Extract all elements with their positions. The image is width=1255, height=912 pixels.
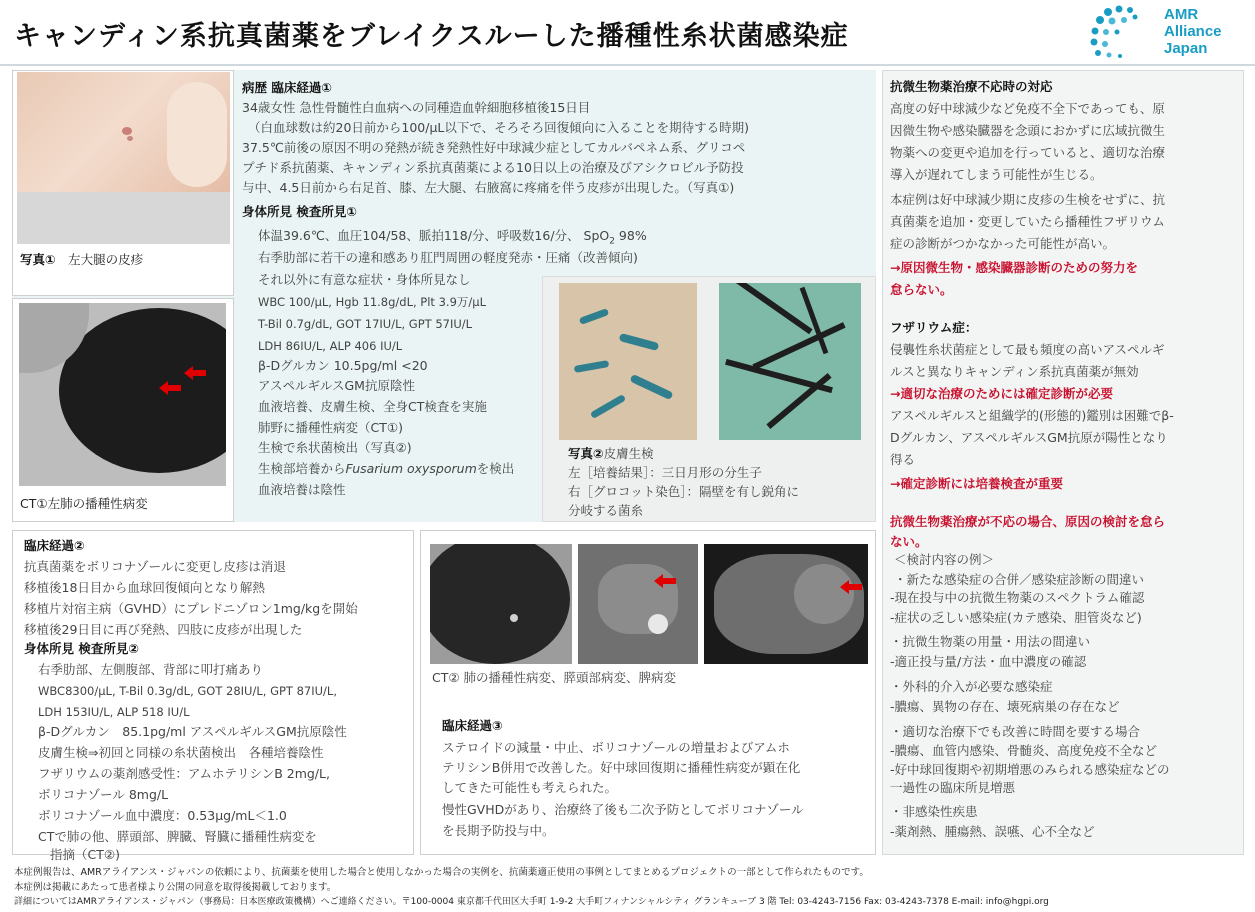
logo-dots-icon	[1088, 4, 1158, 62]
side-heading-2: フザリウム症：	[890, 320, 978, 335]
exam2-line: CTで肺の他、膵頭部、脾臓、腎臓に播種性病変を	[38, 829, 317, 844]
footer-contact: 詳細についてはAMRアライアンス・ジャパン（事務局：日本医療政策機構）へご連絡ください。〒100-0004 東京都千代田区大手町 1-9-2 大手町フィナンシャルシティ グランキューブ 3 階 Tel: 03-4243-7156 Fax: 03-4243-7378 E-mail: info@hgpi.org	[14, 897, 1049, 907]
side-red-2: →適切な治療のためには確定診断が必要	[890, 386, 1113, 401]
side-list-item: -膿瘍、異物の存在、壊死病巣の存在など	[890, 699, 1120, 714]
exam1-line: それ以外に有意な症状・身体所見なし	[258, 272, 471, 287]
photo2-line: 分岐する菌糸	[568, 503, 644, 518]
side-p3-line: 侵襲性糸状菌症として最も頻度の高いアスペルギ	[890, 342, 1165, 357]
footer-line: 本症例は掲載にあたって患者様より公開の同意を取得後掲載しております。	[14, 882, 337, 893]
history3-line: 慢性GVHDがあり、治療終了後も二次予防としてボリコナゾール	[442, 802, 804, 817]
photo2-title: 写真②皮膚生検	[568, 446, 654, 461]
amr-logo	[1088, 4, 1248, 62]
red-arrow-icon	[184, 366, 206, 380]
exam1-line: β-Dグルカン 10.5pg/ml <20	[258, 358, 428, 373]
history1-line: 37.5℃前後の原因不明の発熱が続き発熱性好中球減少症としてカルバペネム系、グリコペ	[242, 140, 746, 155]
history3-heading: 臨床経過③	[442, 718, 503, 733]
history3-line: を長期予防投与中。	[442, 823, 555, 838]
side-list-item: ＜検討内容の例＞	[894, 552, 995, 567]
side-list-item: -適正投与量/方法・血中濃度の確認	[890, 654, 1087, 669]
exam2-line: 指摘（CT②)	[50, 847, 120, 862]
title-divider	[0, 64, 1255, 66]
side-list-item: -現在投与中の抗微生物薬のスペクトラム確認	[890, 590, 1145, 605]
side-p2-line: 症の診断がつかなかった可能性が高い。	[890, 236, 1116, 251]
exam2-heading: 身体所見 検査所見②	[24, 641, 139, 656]
exam2-line: 皮膚生検⇒初回と同様の糸状菌検出 各種培養陰性	[38, 745, 324, 760]
logo-text-alliance: Alliance	[1164, 23, 1222, 40]
side-red-1: →原因微生物・感染臓器診断のための努力を	[890, 260, 1138, 275]
ct2-caption: CT② 肺の播種性病変、膵頭部病変、脾病変	[432, 670, 677, 685]
side-list-item: -好中球回復期や初期増悪のみられる感染症などの	[890, 762, 1170, 777]
history1-line: 与中、4.5日前から右足首、膝、左大腿、右腋窩に疼痛を伴う皮疹が出現した。（写真①)	[242, 180, 735, 195]
side-red-3: →確定診断には培養検査が重要	[890, 476, 1063, 491]
photo2-line: 左［培養結果］：三日月形の分生子	[568, 465, 762, 480]
side-red-4: ない。	[890, 534, 928, 549]
culture-microscopy-image	[559, 283, 697, 440]
side-list-item: -症状の乏しい感染症(カテ感染、胆管炎など)	[890, 610, 1142, 625]
exam2-line: ボリコナゾール血中濃度：0.53µg/mL＜1.0	[38, 808, 287, 823]
red-arrow-icon	[840, 580, 862, 594]
exam2-line: WBC8300/µL, T-Bil 0.3g/dL, GOT 28IU/L, GPT 87IU/L,	[38, 684, 337, 698]
side-p4-line: Dグルカン、アスペルギルスGM抗原が陽性となり	[890, 430, 1168, 445]
side-list-item: -薬剤熱、腫瘍熱、誤嚥、心不全など	[890, 824, 1095, 839]
side-p1-line: 物薬への変更や追加を行っていると、適切な治療	[890, 145, 1166, 160]
exam1-line: 右季肋部に若干の違和感あり肛門周囲の軽度発赤・圧痛（改善傾向)	[258, 250, 638, 265]
photo1-caption: 写真① 左大腿の皮疹	[20, 252, 144, 267]
history1-heading: 病歴 臨床経過①	[242, 80, 332, 95]
side-p2-line: 本症例は好中球減少期に皮疹の生検をせずに、抗	[890, 192, 1166, 207]
exam1-line: 血液培養は陰性	[258, 482, 346, 497]
exam1-culture: 生検部培養からFusarium oxysporumを検出	[258, 461, 515, 476]
grocott-stain-image	[719, 283, 861, 440]
skin-rash-photo	[17, 72, 230, 244]
side-list-item: 一過性の臨床所見増悪	[890, 780, 1016, 795]
side-list-item: -膿瘍、血管内感染、骨髄炎、高度免疫不全など	[890, 743, 1158, 758]
exam1-line: WBC 100/µL, Hgb 11.8g/dL, Plt 3.9万/µL	[258, 295, 486, 309]
exam1-heading: 身体所見 検査所見①	[242, 204, 357, 219]
side-list-item: ・非感染性疾患	[890, 804, 978, 819]
exam2-line: 右季肋部、左側腹部、背部に叩打痛あり	[38, 662, 264, 677]
history3-line: ステロイドの減量・中止、ボリコナゾールの増量およびアムホ	[442, 740, 790, 755]
history1-line: 34歳女性 急性骨髄性白血病への同種造血幹細胞移植後15日目	[242, 100, 591, 115]
red-arrow-icon	[159, 381, 181, 395]
side-p1-line: 導入が遅れてしまう可能性が生じる。	[890, 167, 1103, 182]
logo-text-amr: AMR	[1164, 6, 1199, 23]
exam2-line: ボリコナゾール 8mg/L	[38, 787, 169, 802]
side-heading-1: 抗微生物薬治療不応時の対応	[890, 79, 1053, 94]
exam2-line: LDH 153IU/L, ALP 518 IU/L	[38, 705, 190, 719]
exam1-line: T-Bil 0.7g/dL, GOT 17IU/L, GPT 57IU/L	[258, 317, 473, 331]
history3-line: してきた可能性も考えられた。	[442, 780, 618, 795]
side-red-4: 抗微生物薬治療が不応の場合、原因の検討を怠ら	[890, 514, 1166, 529]
photo2-line: 右［グロコット染色］：隔壁を有し鋭角に	[568, 484, 800, 499]
ct2-spleen-image	[704, 544, 868, 664]
side-p4-line: 得る	[890, 452, 916, 467]
exam1-line: 生検で糸状菌検出（写真②)	[258, 440, 412, 455]
exam1-vitals: 体温39.6℃、血圧104/58、脈拍118/分、呼吸数16/分、 SpO$_2$ 98%	[258, 228, 647, 247]
history2-line: 移植後29日目に再び発熱、四肢に皮疹が出現した	[24, 622, 303, 637]
exam2-line: フザリウムの薬剤感受性：アムホテリシンB 2mg/L,	[38, 766, 330, 781]
side-red-1: 怠らない。	[890, 282, 953, 297]
ct1-caption: CT①左肺の播種性病変	[20, 496, 148, 511]
history2-line: 移植後18日目から血球回復傾向となり解熱	[24, 580, 265, 595]
exam1-line: 血液培養、皮膚生検、全身CT検査を実施	[258, 399, 487, 414]
exam2-line: β-Dグルカン 85.1pg/ml アスペルギルスGM抗原陰性	[38, 724, 347, 739]
side-p1-line: 高度の好中球減少など免疫不全下であっても、原	[890, 101, 1165, 116]
footer-line: 本症例報告は、AMRアライアンス・ジャパンの依頼により、抗菌薬を使用した場合と使用しなかった場合の実例を、抗菌薬適正使用の事例としてまとめるプロジェクトの一部として作られたものです。	[14, 867, 869, 878]
history3-line: テリシンB併用で改善した。好中球回復期に播種性病変が顕在化	[442, 760, 801, 775]
ct2-lung-image	[430, 544, 572, 664]
history2-heading: 臨床経過②	[24, 538, 85, 553]
history1-line: （白血球数は約20日前から100/µL以下で、そろそろ回復傾向に入ることを期待する時期)	[248, 120, 750, 135]
ct1-image	[19, 303, 226, 486]
side-list-item: ・抗微生物薬の用量・用法の間違い	[890, 634, 1091, 649]
side-p4-line: アスペルギルスと組織学的(形態的)鑑別は困難でβ-	[890, 408, 1174, 423]
ct2-pancreas-image	[578, 544, 698, 664]
side-list-item: ・適切な治療下でも改善に時間を要する場合	[890, 724, 1141, 739]
history1-line: プチド系抗菌薬、キャンディン系抗真菌薬による10日以上の治療及びアシクロビル予防投	[242, 160, 744, 175]
exam1-line: LDH 86IU/L, ALP 406 IU/L	[258, 339, 403, 353]
history2-line: 移植片対宿主病（GVHD）にプレドニゾロン1mg/kgを開始	[24, 601, 358, 616]
exam1-line: 肺野に播種性病変（CT①)	[258, 420, 403, 435]
history2-line: 抗真菌薬をボリコナゾールに変更し皮疹は消退	[24, 559, 286, 574]
side-list-item: ・新たな感染症の合併／感染症診断の間違い	[894, 572, 1145, 587]
red-arrow-icon	[654, 574, 676, 588]
page-title: キャンディン系抗真菌薬をブレイクスルーした播種性糸状菌感染症	[14, 21, 849, 52]
exam1-line: アスペルギルスGM抗原陰性	[258, 378, 415, 393]
side-p2-line: 真菌薬を追加・変更していたら播種性フザリウム	[890, 214, 1165, 229]
side-list-item: ・外科的介入が必要な感染症	[890, 679, 1053, 694]
side-p1-line: 因微生物や感染臓器を念頭におかずに広域抗微生	[890, 123, 1166, 138]
side-p3-line: ルスと異なりキャンディン系抗真菌薬が無効	[890, 364, 1139, 379]
logo-text-japan: Japan	[1164, 40, 1208, 57]
